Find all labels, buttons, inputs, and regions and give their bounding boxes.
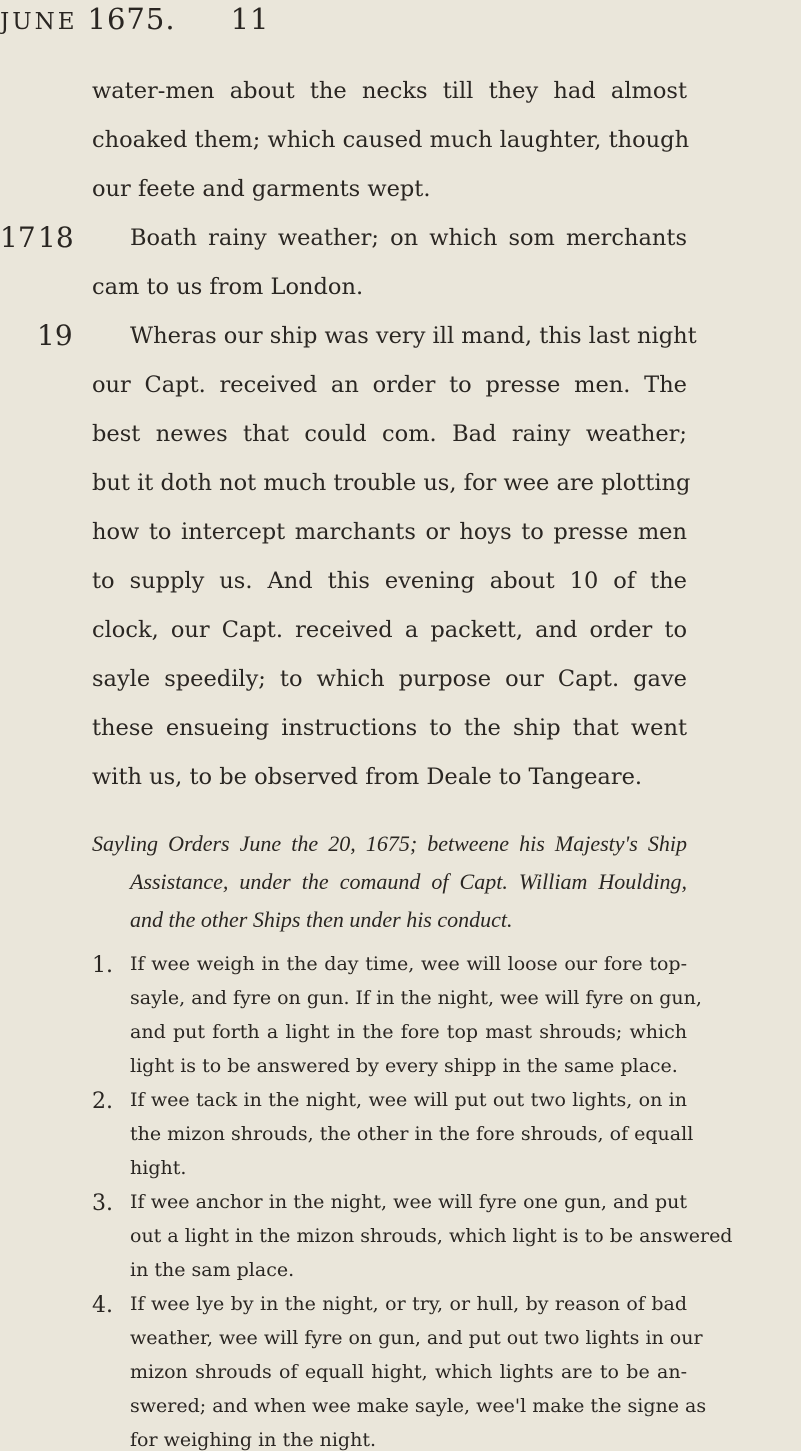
diary-line: water-men about the necks till they had almost (92, 78, 687, 104)
diary-line: cam to us from London. (92, 274, 364, 300)
diary-line: Boath rainy weather; on which som merchants (130, 225, 687, 251)
diary-line: but it doth not much trouble us, for wee are plotting (92, 470, 691, 496)
order-line: the mizon shrouds, the other in the fore shrouds, of equall (130, 1123, 694, 1145)
order-number: 1. (92, 953, 113, 978)
orders-heading-line: Sayling Orders June the 20, 1675; betweene his Majesty's Ship (92, 831, 687, 856)
order-line: and put forth a light in the fore top mast shrouds; which (130, 1021, 687, 1043)
margin-date-19: 19 (37, 319, 73, 352)
order-line: out a light in the mizon shrouds, which light is to be answered (130, 1225, 733, 1247)
order-line: mizon shrouds of equall hight, which lights are to be an- (130, 1361, 687, 1383)
order-line: hight. (130, 1157, 187, 1179)
order-line: If wee anchor in the night, wee will fyre one gun, and put (130, 1191, 687, 1213)
order-number: 3. (92, 1191, 113, 1216)
diary-line: how to intercept marchants or hoys to presse men (92, 519, 687, 545)
margin-date-18: 18 (38, 221, 74, 254)
diary-line: clock, our Capt. received a packett, and order to (92, 617, 687, 643)
orders-heading-line: and the other Ships then under his conduct. (130, 907, 513, 932)
diary-line: sayle speedily; to which purpose our Capt. gave (92, 666, 687, 692)
order-line: in the sam place. (130, 1259, 295, 1281)
order-line: If wee tack in the night, wee will put out two lights, on in (130, 1089, 687, 1111)
diary-line: with us, to be observed from Deale to Tangeare. (92, 764, 643, 790)
diary-line: choaked them; which caused much laughter, though (92, 127, 690, 153)
page-number: 11 (230, 2, 270, 36)
order-number: 4. (92, 1293, 113, 1318)
diary-line: our Capt. received an order to presse men. The (92, 372, 687, 398)
order-line: If wee weigh in the day time, wee will loose our fore top- (130, 953, 687, 975)
diary-line: these ensueing instructions to the ship that went (92, 715, 687, 741)
order-line: sayle, and fyre on gun. If in the night, wee will fyre on gun, (130, 987, 702, 1009)
running-head-year: 1675. (87, 2, 176, 36)
margin-date-17: 17 (0, 221, 36, 254)
diary-line: to supply us. And this evening about 10 of the (92, 568, 687, 594)
order-line: for weighing in the night. (130, 1429, 376, 1451)
diary-line: our feete and garments wept. (92, 176, 431, 202)
running-head (0, 2, 269, 36)
running-head-month: JUNE (0, 9, 78, 35)
diary-line: Wheras our ship was very ill mand, this last night (130, 323, 697, 349)
order-line: If wee lye by in the night, or try, or hull, by reason of bad (130, 1293, 687, 1315)
order-line: light is to be answered by every shipp in the same place. (130, 1055, 678, 1077)
diary-line: best newes that could com. Bad rainy weather; (92, 421, 687, 447)
orders-heading-line: Assistance, under the comaund of Capt. William Houlding, (130, 869, 687, 894)
order-number: 2. (92, 1089, 113, 1114)
order-line: swered; and when wee make sayle, wee'l make the signe as (130, 1395, 707, 1417)
order-line: weather, wee will fyre on gun, and put out two lights in our (130, 1327, 703, 1349)
